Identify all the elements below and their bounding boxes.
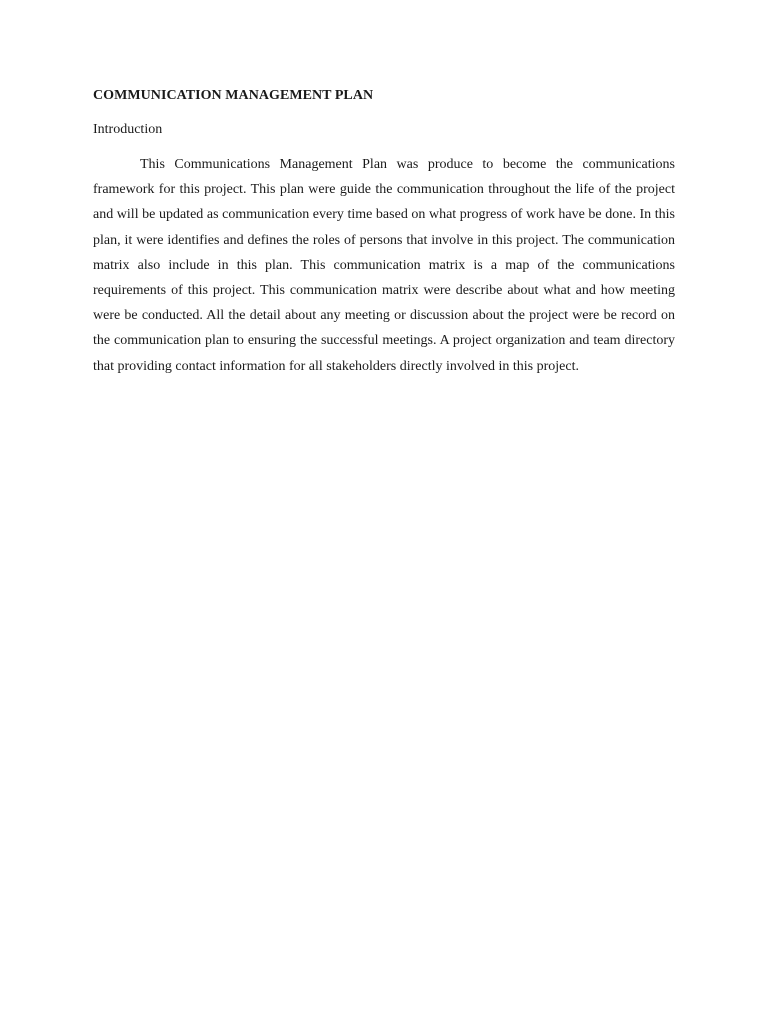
introduction-paragraph: This Communications Management Plan was produce to become the communications framework for this project. This plan were guide the communication throughout the life of the project and will be updated as communication every time based on what progress of work have be done. In this plan, it were identifies and defines the roles of persons that involve in this project. The communication matrix also include in this plan. This communication matrix is a map of the communications requirements of this project. This communication matrix were describe about what and how meeting were be conducted. All the detail about any meeting or discussion about the project were be record on the communication plan to ensuring the successful meetings. A project organization and team directory that providing contact information for all stakeholders directly involved in this project. <box>93 157 675 374</box>
document-title: COMMUNICATION MANAGEMENT PLAN <box>93 88 374 103</box>
page-content <box>93 86 675 379</box>
section-heading-introduction: Introduction <box>93 122 163 137</box>
